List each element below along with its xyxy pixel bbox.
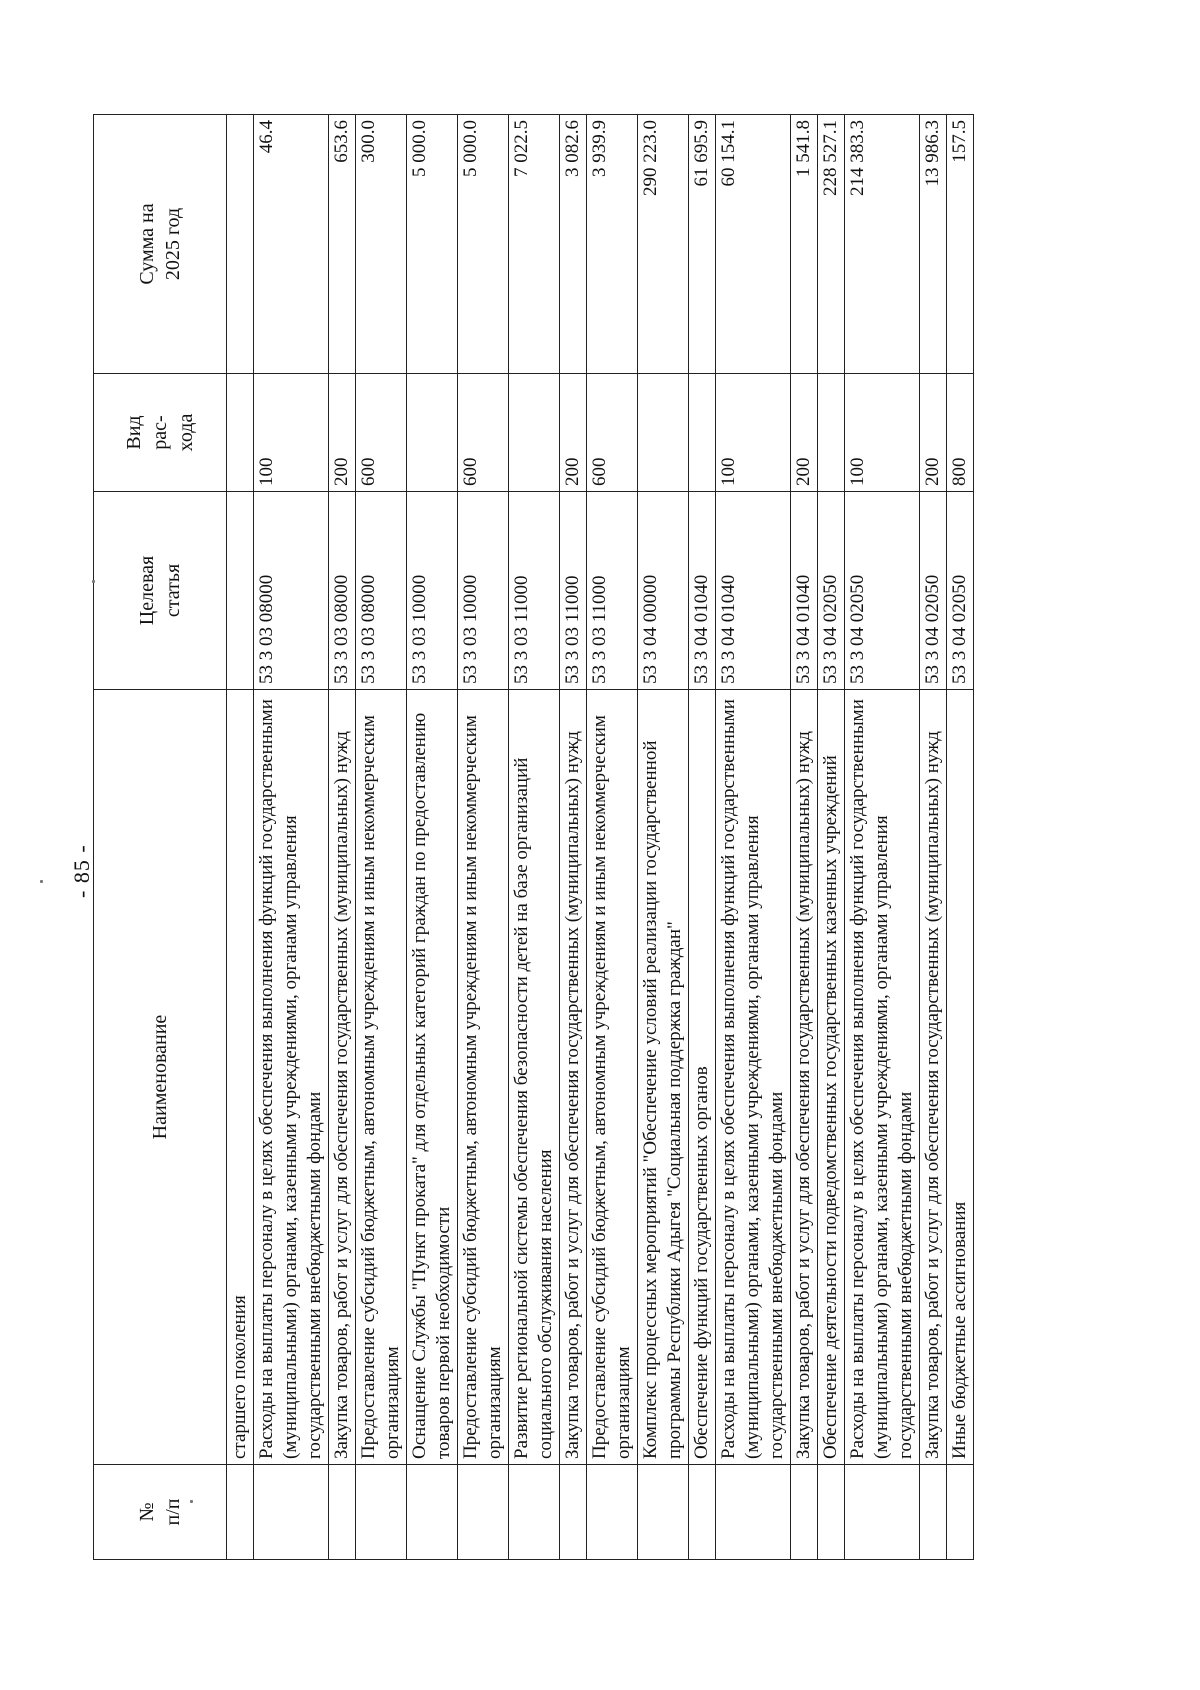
cell-sum: 5 000.0 xyxy=(458,115,509,374)
cell-name: Обеспечение деятельности подведомственных государственных казенных учреждений xyxy=(818,690,845,1465)
cell-code: 53 3 03 10000 xyxy=(407,492,458,690)
header-code-label: Целевая статья xyxy=(136,555,184,626)
cell-name: Расходы на выплаты персоналу в целях обеспечения выполнения функций государственными (муниципальными) органами, казенными учреждениями, органами управления государственными внебюджетными фондами xyxy=(716,690,791,1465)
table-row xyxy=(407,115,458,1560)
table-row xyxy=(689,115,716,1560)
cell-num xyxy=(227,1465,254,1560)
cell-code: 53 3 04 02050 xyxy=(947,492,974,690)
cell-sum: 13 986.3 xyxy=(920,115,947,374)
cell-name: Расходы на выплаты персоналу в целях обеспечения выполнения функций государственными (муниципальными) органами, казенными учреждениями, органами управления государственными внебюджетными фондами xyxy=(254,690,329,1465)
table-row xyxy=(509,115,560,1560)
cell-sum: 60 154.1 xyxy=(716,115,791,374)
table-row xyxy=(356,115,407,1560)
cell-name: Развитие региональной системы обеспечения безопасности детей на базе организаций социального обслуживания населения xyxy=(509,690,560,1465)
cell-name: Оснащение Службы "Пункт проката" для отдельных категорий граждан по предоставлению товаров первой необходимости xyxy=(407,690,458,1465)
cell-type xyxy=(689,374,716,492)
cell-code xyxy=(227,492,254,690)
cell-type xyxy=(509,374,560,492)
cell-num xyxy=(638,1465,689,1560)
header-sum xyxy=(94,115,227,374)
cell-name: Обеспечение функций государственных органов xyxy=(689,690,716,1465)
cell-num xyxy=(254,1465,329,1560)
cell-sum: 7 022.5 xyxy=(509,115,560,374)
cell-type: 600 xyxy=(458,374,509,492)
cell-num xyxy=(560,1465,587,1560)
header-name-label: Наименование xyxy=(149,1014,171,1140)
cell-sum: 300.0 xyxy=(356,115,407,374)
cell-type: 600 xyxy=(587,374,638,492)
cell-name: Предоставление субсидий бюджетным, автономным учреждениям и иным некоммерческим организациям xyxy=(587,690,638,1465)
cell-num xyxy=(329,1465,356,1560)
table-body xyxy=(227,115,974,1560)
cell-num xyxy=(407,1465,458,1560)
cell-type: 100 xyxy=(254,374,329,492)
cell-name: Иные бюджетные ассигнования xyxy=(947,690,974,1465)
cell-code: 53 3 04 02050 xyxy=(920,492,947,690)
header-num-label: № п/п xyxy=(136,1498,184,1526)
cell-type: 200 xyxy=(791,374,818,492)
cell-name: Закупка товаров, работ и услуг для обеспечения государственных (муниципальных) нужд xyxy=(920,690,947,1465)
table-row xyxy=(227,115,254,1560)
table-row xyxy=(791,115,818,1560)
cell-num xyxy=(791,1465,818,1560)
cell-name: Комплекс процессных мероприятий "Обеспечение условий реализации государственной программы Республики Адыгея "Социальная поддержка граждан" xyxy=(638,690,689,1465)
table-row xyxy=(560,115,587,1560)
table-row xyxy=(845,115,920,1560)
cell-code: 53 3 03 11000 xyxy=(560,492,587,690)
cell-type: 200 xyxy=(920,374,947,492)
cell-num xyxy=(818,1465,845,1560)
cell-num xyxy=(845,1465,920,1560)
cell-name: Расходы на выплаты персоналу в целях обеспечения выполнения функций государственными (муниципальными) органами, казенными учреждениями, органами управления государственными внебюджетными фондами xyxy=(845,690,920,1465)
cell-code: 53 3 04 02050 xyxy=(818,492,845,690)
scan-speck xyxy=(190,1500,193,1503)
cell-name: Закупка товаров, работ и услуг для обеспечения государственных (муниципальных) нужд xyxy=(791,690,818,1465)
cell-sum xyxy=(227,115,254,374)
cell-name: старшего поколения xyxy=(227,690,254,1465)
cell-type xyxy=(407,374,458,492)
cell-code: 53 3 04 01040 xyxy=(716,492,791,690)
header-num xyxy=(94,1465,227,1560)
table-row xyxy=(254,115,329,1560)
cell-sum: 3 082.6 xyxy=(560,115,587,374)
cell-sum: 1 541.8 xyxy=(791,115,818,374)
cell-num xyxy=(920,1465,947,1560)
cell-type: 800 xyxy=(947,374,974,492)
cell-sum: 653.6 xyxy=(329,115,356,374)
cell-name: Закупка товаров, работ и услуг для обеспечения государственных (муниципальных) нужд xyxy=(560,690,587,1465)
cell-code: 53 3 04 02050 xyxy=(845,492,920,690)
cell-code: 53 3 03 10000 xyxy=(458,492,509,690)
header-sum-label: Сумма на 2025 год xyxy=(136,203,184,285)
cell-sum: 5 000.0 xyxy=(407,115,458,374)
header-type-label: Вид рас- хода xyxy=(123,413,197,452)
header-row xyxy=(94,115,227,1560)
cell-num xyxy=(689,1465,716,1560)
cell-num xyxy=(356,1465,407,1560)
header-name xyxy=(94,690,227,1465)
cell-name: Предоставление субсидий бюджетным, автономным учреждениям и иным некоммерческим организациям xyxy=(356,690,407,1465)
cell-num xyxy=(947,1465,974,1560)
cell-name: Закупка товаров, работ и услуг для обеспечения государственных (муниципальных) нужд xyxy=(329,690,356,1465)
page-number: - 85 - xyxy=(69,844,94,898)
cell-code: 53 3 04 01040 xyxy=(791,492,818,690)
cell-type xyxy=(818,374,845,492)
cell-type: 100 xyxy=(716,374,791,492)
cell-type: 200 xyxy=(560,374,587,492)
cell-code: 53 3 03 08000 xyxy=(254,492,329,690)
rotated-content xyxy=(0,80,1085,1660)
table-row xyxy=(818,115,845,1560)
cell-type xyxy=(227,374,254,492)
cell-type: 200 xyxy=(329,374,356,492)
budget-table xyxy=(93,114,974,1560)
cell-code: 53 3 04 01040 xyxy=(689,492,716,690)
table-row xyxy=(458,115,509,1560)
cell-num xyxy=(458,1465,509,1560)
header-code xyxy=(94,492,227,690)
cell-sum: 46.4 xyxy=(254,115,329,374)
cell-code: 53 3 03 08000 xyxy=(356,492,407,690)
cell-num xyxy=(587,1465,638,1560)
cell-code: 53 3 03 11000 xyxy=(509,492,560,690)
cell-sum: 228 527.1 xyxy=(818,115,845,374)
cell-sum: 290 223.0 xyxy=(638,115,689,374)
table-row xyxy=(587,115,638,1560)
cell-name: Предоставление субсидий бюджетным, автономным учреждениям и иным некоммерческим организациям xyxy=(458,690,509,1465)
cell-num xyxy=(716,1465,791,1560)
table-row xyxy=(716,115,791,1560)
cell-code: 53 3 03 08000 xyxy=(329,492,356,690)
cell-sum: 61 695.9 xyxy=(689,115,716,374)
cell-code: 53 3 03 11000 xyxy=(587,492,638,690)
cell-code: 53 3 04 00000 xyxy=(638,492,689,690)
cell-type xyxy=(638,374,689,492)
scan-speck xyxy=(92,580,95,583)
header-type xyxy=(94,374,227,492)
scan-speck xyxy=(40,880,43,883)
cell-num xyxy=(509,1465,560,1560)
cell-sum: 214 383.3 xyxy=(845,115,920,374)
cell-type: 600 xyxy=(356,374,407,492)
table-row xyxy=(638,115,689,1560)
cell-sum: 157.5 xyxy=(947,115,974,374)
cell-type: 100 xyxy=(845,374,920,492)
table-row xyxy=(329,115,356,1560)
cell-sum: 3 939.9 xyxy=(587,115,638,374)
table-row xyxy=(947,115,974,1560)
table-row xyxy=(920,115,947,1560)
